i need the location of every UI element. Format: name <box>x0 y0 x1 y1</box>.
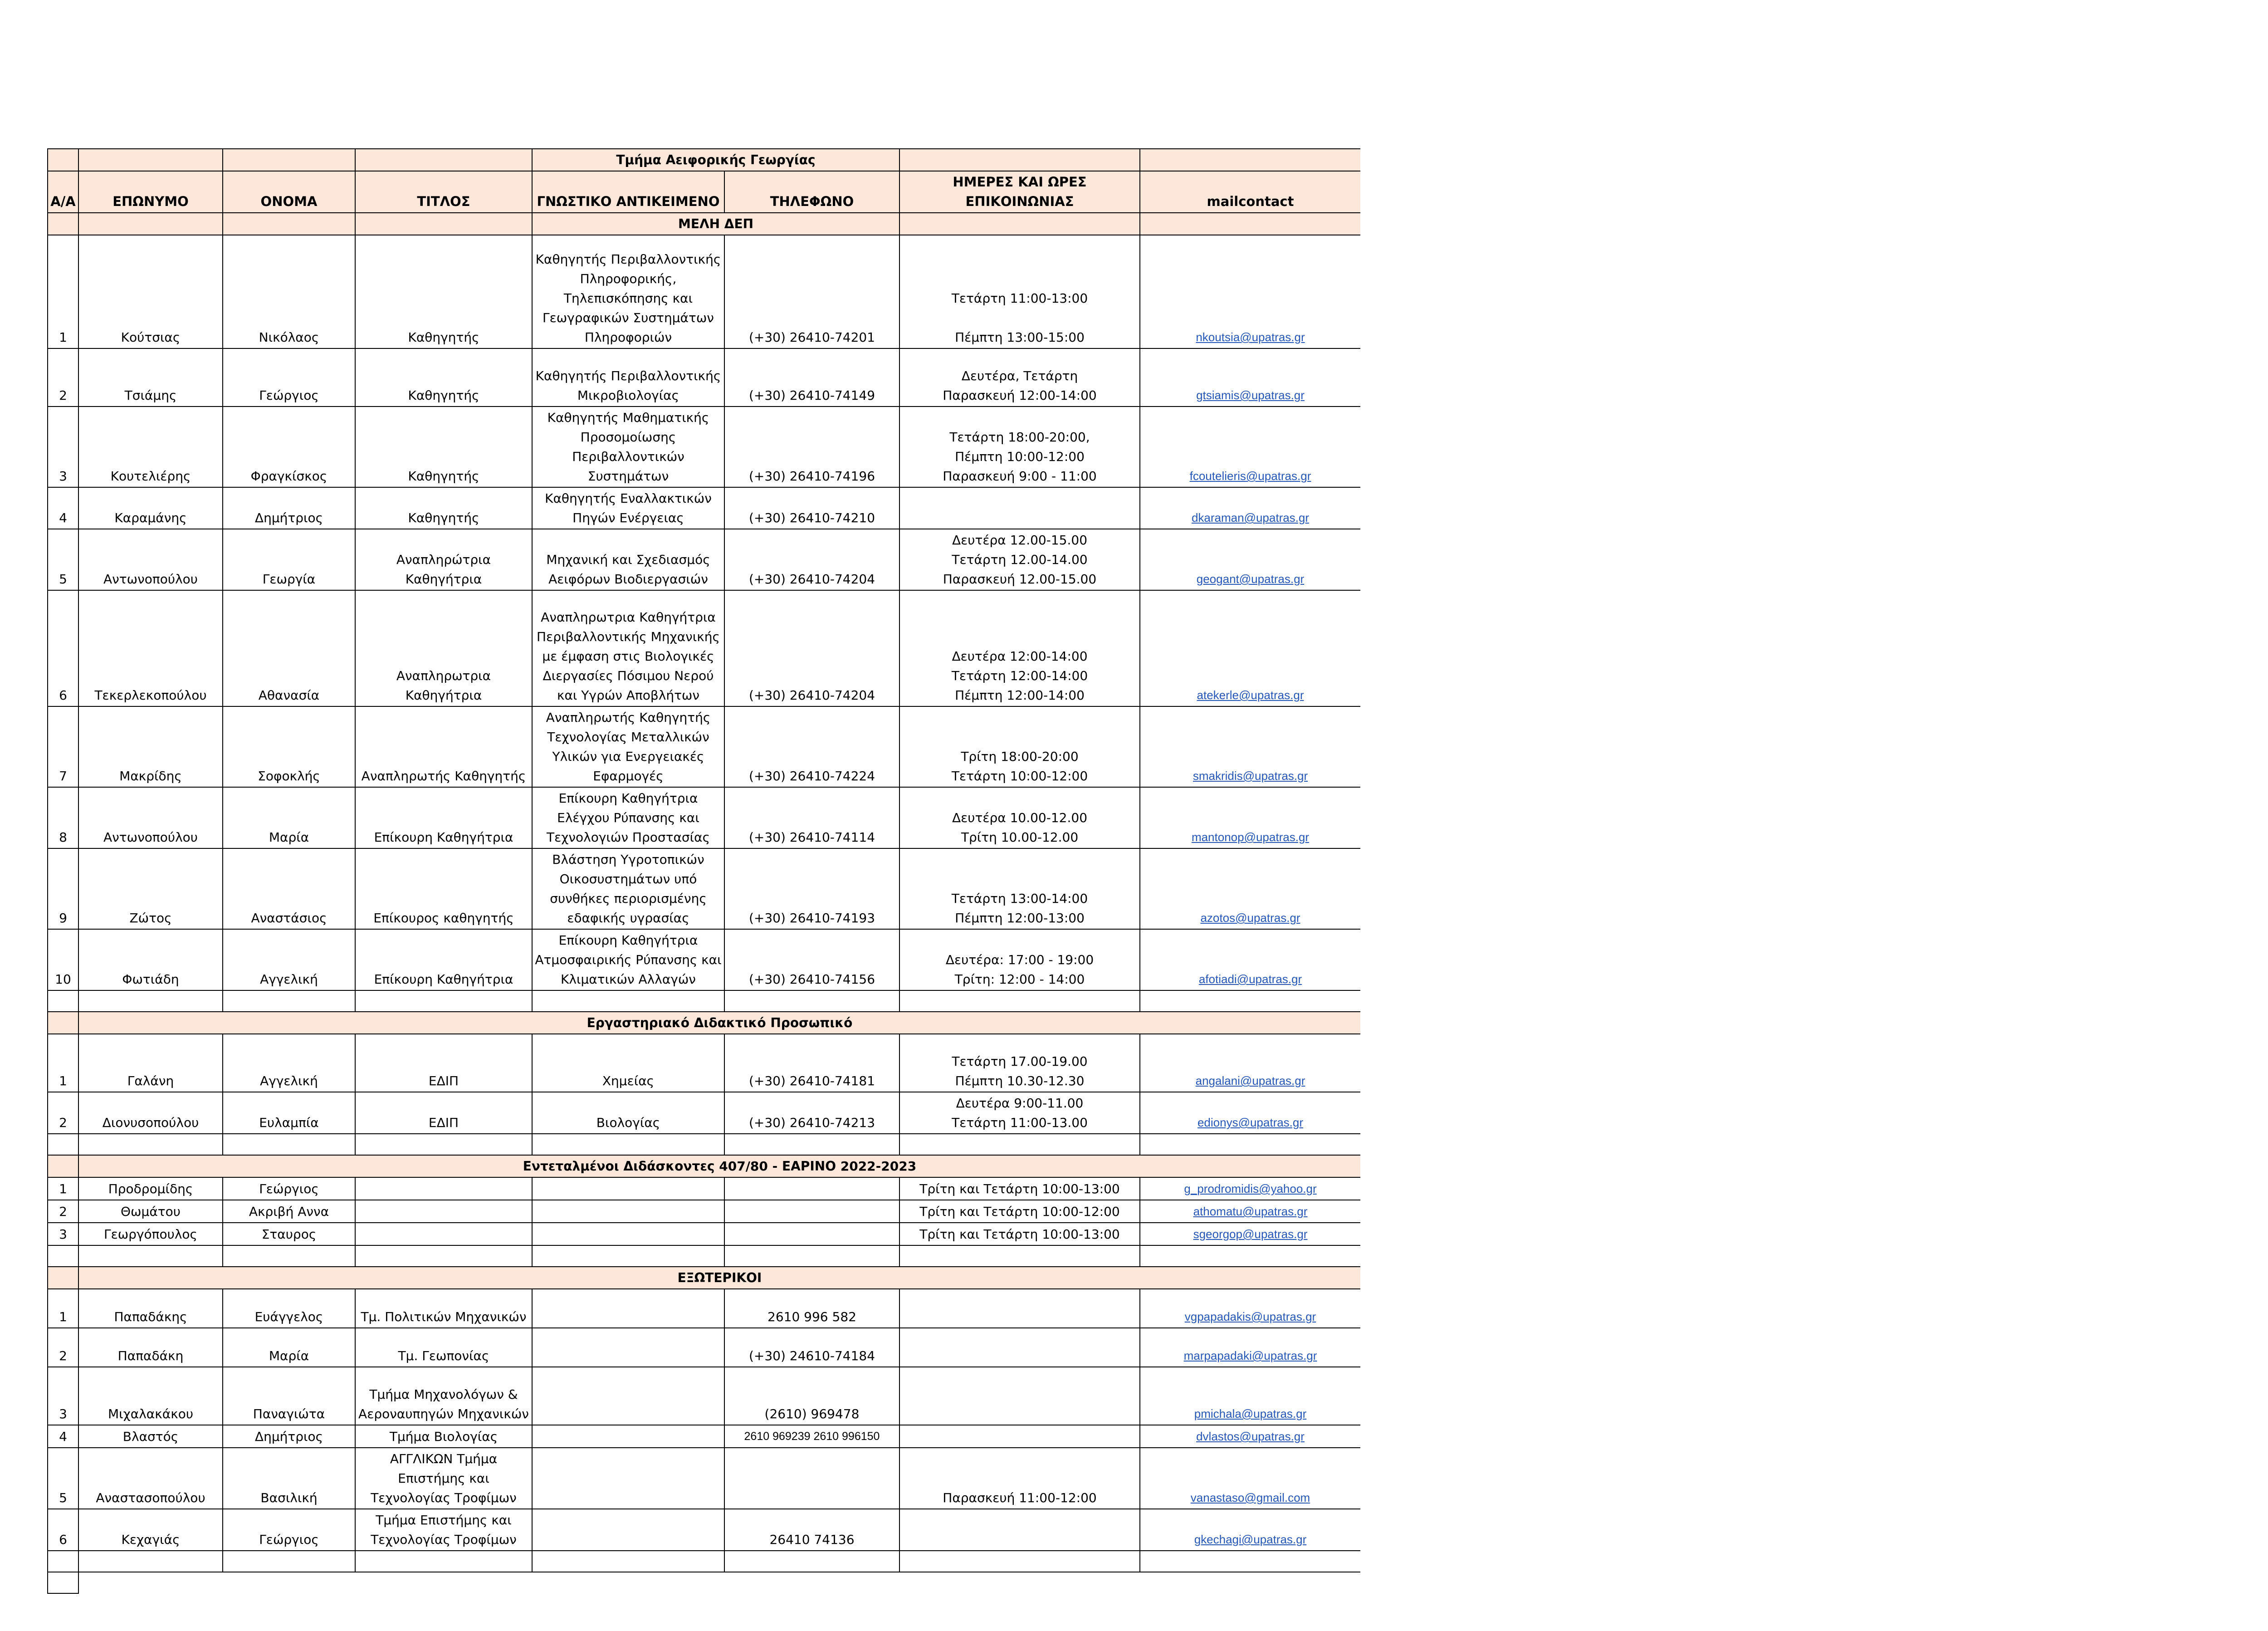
blank-cell <box>48 990 78 1012</box>
table-row <box>48 235 1360 348</box>
table-row <box>48 1289 1360 1328</box>
phone-cell: (+30) 26410-74181 <box>724 1034 899 1092</box>
section-title: ΕΞΩΤΕΡΙΚΟΙ <box>78 1267 1360 1289</box>
phone-cell: (+30) 26410-74201 <box>724 235 899 348</box>
phone-cell: 2610 996 582 <box>724 1289 899 1328</box>
title-cell: Καθηγητής <box>355 407 532 487</box>
department-row <box>48 149 1360 171</box>
blank-cell <box>899 1245 1140 1267</box>
name-cell: Ευάγγελος <box>223 1289 355 1328</box>
hours-cell <box>899 1425 1140 1448</box>
blank-cell <box>1140 1134 1360 1155</box>
blank-cell <box>355 1245 532 1267</box>
table-row <box>48 487 1360 529</box>
phone-cell <box>724 1177 899 1200</box>
blank-cell <box>223 1551 355 1572</box>
section-header-assigned <box>48 1155 1360 1177</box>
surname-cell: Αναστασοπούλου <box>78 1448 223 1509</box>
email-cell <box>1140 929 1360 990</box>
blank-cell <box>532 990 724 1012</box>
subject-cell: Χημείας <box>532 1034 724 1092</box>
blank-cell <box>899 990 1140 1012</box>
subject-cell: Επίκουρη Καθηγήτρια Ελέγχου Ρύπανσης και Τεχνολογιών Προστασίας <box>532 787 724 848</box>
name-cell: Αγγελική <box>223 1034 355 1092</box>
row-number: 3 <box>48 407 78 487</box>
row-number: 2 <box>48 1328 78 1367</box>
table-row <box>48 929 1360 990</box>
phone-cell <box>724 1448 899 1509</box>
row-number: 9 <box>48 848 78 929</box>
blank-cell <box>48 1245 78 1267</box>
blank-cell <box>223 990 355 1012</box>
email-cell <box>1140 1448 1360 1509</box>
hours-cell <box>899 487 1140 529</box>
table-row <box>48 706 1360 787</box>
subject-cell <box>532 1367 724 1425</box>
header-name: ΟΝΟΜΑ <box>223 171 355 213</box>
table-row <box>48 1425 1360 1448</box>
phone-cell: (+30) 26410-74204 <box>724 529 899 590</box>
email-cell <box>1140 407 1360 487</box>
hours-cell: Τετάρτη 13:00-14:00 Πέμπτη 12:00-13:00 <box>899 848 1140 929</box>
title-cell: Τμ. Γεωπονίας <box>355 1328 532 1367</box>
blank-row <box>48 1134 1360 1155</box>
surname-cell: Παπαδάκης <box>78 1289 223 1328</box>
name-cell: Σοφοκλής <box>223 706 355 787</box>
blank-row <box>48 1572 1360 1593</box>
row-number: 1 <box>48 235 78 348</box>
title-cell <box>355 1177 532 1200</box>
email-cell <box>1140 848 1360 929</box>
blank-cell <box>48 213 78 235</box>
hours-cell <box>899 1367 1140 1425</box>
blank-cell <box>355 213 532 235</box>
surname-cell: Μιχαλακάκου <box>78 1367 223 1425</box>
hours-cell: Δευτέρα 12.00-15.00 Τετάρτη 12.00-14.00 Παρασκευή 12.00-15.00 <box>899 529 1140 590</box>
email-cell <box>1140 1367 1360 1425</box>
name-cell: Νικόλαος <box>223 235 355 348</box>
blank-cell <box>48 1134 78 1155</box>
email-cell <box>1140 529 1360 590</box>
table-row <box>48 407 1360 487</box>
section-header-edip <box>48 1012 1360 1034</box>
title-cell: Αναπληρωτής Καθηγητής <box>355 706 532 787</box>
surname-cell: Μακρίδης <box>78 706 223 787</box>
row-number: 3 <box>48 1223 78 1245</box>
phone-cell: (+30) 26410-74213 <box>724 1092 899 1134</box>
header-hours: ΗΜΕΡΕΣ ΚΑΙ ΩΡΕΣ ΕΠΙΚΟΙΝΩΝΙΑΣ <box>899 171 1140 213</box>
hours-cell: Τετάρτη 17.00-19.00 Πέμπτη 10.30-12.30 <box>899 1034 1140 1092</box>
phone-cell: (+30) 26410-74204 <box>724 590 899 706</box>
hours-cell: Τρίτη και Τετάρτη 10:00-12:00 <box>899 1200 1140 1223</box>
surname-cell: Προδρομίδης <box>78 1177 223 1200</box>
subject-cell: Καθηγητής Μαθηματικής Προσομοίωσης Περιβαλλοντικών Συστημάτων <box>532 407 724 487</box>
row-number: 8 <box>48 787 78 848</box>
row-number: 1 <box>48 1034 78 1092</box>
hours-cell: Δευτέρα 10.00-12.00 Τρίτη 10.00-12.00 <box>899 787 1140 848</box>
blank-cell <box>724 1134 899 1155</box>
table-row <box>48 1448 1360 1509</box>
blank-cell <box>78 1551 223 1572</box>
email-cell <box>1140 1509 1360 1551</box>
phone-cell: 2610 969239 2610 996150 <box>724 1425 899 1448</box>
email-cell <box>1140 1034 1360 1092</box>
title-cell <box>355 1200 532 1223</box>
blank-cell <box>899 1551 1140 1572</box>
subject-cell: Μηχανική και Σχεδιασμός Αειφόρων Βιοδιεργασιών <box>532 529 724 590</box>
section-title: Εντεταλμένοι Διδάσκοντες 407/80 - ΕΑΡΙΝΟ 2022-2023 <box>78 1155 1360 1177</box>
blank-cell <box>78 1134 223 1155</box>
subject-cell <box>532 1223 724 1245</box>
blank-cell <box>48 1267 78 1289</box>
email-link[interactable]: gkechagi@upatras.gr <box>1194 1533 1307 1546</box>
subject-cell <box>532 1425 724 1448</box>
blank-cell <box>532 1245 724 1267</box>
email-cell <box>1140 1289 1360 1328</box>
blank-cell <box>1140 1551 1360 1572</box>
email-cell <box>1140 706 1360 787</box>
name-cell: Φραγκίσκος <box>223 407 355 487</box>
hours-cell: Δευτέρα 12:00-14:00 Τετάρτη 12:00-14:00 Πέμπτη 12:00-14:00 <box>899 590 1140 706</box>
table-row <box>48 1367 1360 1425</box>
email-link[interactable]: marpapadaki@upatras.gr <box>1183 1349 1317 1362</box>
header-row <box>48 171 1360 213</box>
subject-cell: Βλάστηση Υγροτοπικών Οικοσυστημάτων υπό συνθήκες περιορισμένης εδαφικής υγρασίας <box>532 848 724 929</box>
subject-cell: Επίκουρη Καθηγήτρια Ατμοσφαιρικής Ρύπανσης και Κλιματικών Αλλαγών <box>532 929 724 990</box>
header-title: ΤΙΤΛΟΣ <box>355 171 532 213</box>
table-row <box>48 1223 1360 1245</box>
staff-table <box>47 148 1360 1594</box>
name-cell: Μαρία <box>223 1328 355 1367</box>
title-cell: Αναπληρωτρια Καθηγήτρια <box>355 590 532 706</box>
name-cell: Σταυρος <box>223 1223 355 1245</box>
title-cell: Τμήμα Μηχανολόγων & Αεροναυπηγών Μηχανικών <box>355 1367 532 1425</box>
hours-cell: Δευτέρα, Τετάρτη Παρασκευή 12:00-14:00 <box>899 348 1140 407</box>
blank-cell <box>724 1245 899 1267</box>
email-cell <box>1140 1092 1360 1134</box>
hours-cell: Παρασκευή 11:00-12:00 <box>899 1448 1140 1509</box>
row-number: 10 <box>48 929 78 990</box>
blank-cell <box>1140 213 1360 235</box>
hours-cell: Δευτέρα 9:00-11.00 Τετάρτη 11:00-13.00 <box>899 1092 1140 1134</box>
row-number: 2 <box>48 348 78 407</box>
phone-cell: (+30) 26410-74224 <box>724 706 899 787</box>
blank-cell <box>899 213 1140 235</box>
email-link[interactable]: dkaraman@upatras.gr <box>1191 511 1310 524</box>
table-row <box>48 529 1360 590</box>
phone-cell: (+30) 26410-74193 <box>724 848 899 929</box>
email-link[interactable]: smakridis@upatras.gr <box>1193 769 1308 783</box>
surname-cell: Φωτιάδη <box>78 929 223 990</box>
email-cell <box>1140 1328 1360 1367</box>
table-row <box>48 1092 1360 1134</box>
table-row <box>48 590 1360 706</box>
section-header-external <box>48 1267 1360 1289</box>
surname-cell: Κούτσιας <box>78 235 223 348</box>
row-number: 1 <box>48 1289 78 1328</box>
name-cell: Γεώργιος <box>223 348 355 407</box>
email-link[interactable]: nkoutsia@upatras.gr <box>1196 330 1305 344</box>
email-cell <box>1140 235 1360 348</box>
email-cell <box>1140 348 1360 407</box>
title-cell: Επίκουρος καθηγητής <box>355 848 532 929</box>
email-link[interactable]: azotos@upatras.gr <box>1200 911 1300 925</box>
surname-cell: Διονυσοπούλου <box>78 1092 223 1134</box>
phone-cell: (+30) 26410-74156 <box>724 929 899 990</box>
subject-cell <box>532 1509 724 1551</box>
email-link[interactable]: dvlastos@upatras.gr <box>1196 1430 1305 1443</box>
email-link[interactable]: fcoutelieris@upatras.gr <box>1189 469 1311 483</box>
subject-cell: Βιολογίας <box>532 1092 724 1134</box>
name-cell: Δημήτριος <box>223 487 355 529</box>
title-cell <box>355 1223 532 1245</box>
phone-cell: (+30) 26410-74210 <box>724 487 899 529</box>
email-cell <box>1140 487 1360 529</box>
blank-cell <box>78 1245 223 1267</box>
email-cell <box>1140 1425 1360 1448</box>
staff-table-body <box>48 149 1360 1593</box>
section-title: Εργαστηριακό Διδακτικό Προσωπικό <box>78 1012 1360 1034</box>
department-title: Τμήμα Αειφορικής Γεωργίας <box>532 149 899 171</box>
hours-cell <box>899 1328 1140 1367</box>
subject-cell <box>532 1328 724 1367</box>
blank-cell <box>48 1155 78 1177</box>
surname-cell: Γαλάνη <box>78 1034 223 1092</box>
name-cell: Αγγελική <box>223 929 355 990</box>
blank-cell <box>223 213 355 235</box>
blank-cell <box>1140 1245 1360 1267</box>
header-subject: ΓΝΩΣΤΙΚΟ ΑΝΤΙΚΕΙΜΕΝΟ <box>532 171 724 213</box>
row-number: 5 <box>48 1448 78 1509</box>
name-cell: Γεωργία <box>223 529 355 590</box>
surname-cell: Βλαστός <box>78 1425 223 1448</box>
email-cell <box>1140 590 1360 706</box>
header-phone: ΤΗΛΕΦΩΝΟ <box>724 171 899 213</box>
email-cell <box>1140 787 1360 848</box>
table-row <box>48 848 1360 929</box>
title-cell: Καθηγητής <box>355 348 532 407</box>
name-cell: Βασιλική <box>223 1448 355 1509</box>
subject-cell <box>532 1448 724 1509</box>
blank-cell <box>724 1551 899 1572</box>
blank-cell <box>78 213 223 235</box>
name-cell: Ευλαμπία <box>223 1092 355 1134</box>
email-link[interactable]: pmichala@upatras.gr <box>1194 1407 1307 1420</box>
surname-cell: Αντωνοπούλου <box>78 529 223 590</box>
table-row <box>48 787 1360 848</box>
name-cell: Γεώργιος <box>223 1177 355 1200</box>
blank-cell <box>724 990 899 1012</box>
phone-cell: (+30) 26410-74114 <box>724 787 899 848</box>
blank-cell <box>532 1134 724 1155</box>
phone-cell: (+30) 26410-74149 <box>724 348 899 407</box>
hours-cell: Τρίτη και Τετάρτη 10:00-13:00 <box>899 1177 1140 1200</box>
blank-cell <box>899 1134 1140 1155</box>
email-cell <box>1140 1200 1360 1223</box>
header-surname: ΕΠΩΝΥΜΟ <box>78 171 223 213</box>
blank-cell <box>355 990 532 1012</box>
blank-cell <box>1140 990 1360 1012</box>
surname-cell: Κεχαγιάς <box>78 1509 223 1551</box>
email-cell <box>1140 1223 1360 1245</box>
name-cell: Αθανασία <box>223 590 355 706</box>
surname-cell: Θωμάτου <box>78 1200 223 1223</box>
email-link[interactable]: gtsiamis@upatras.gr <box>1196 388 1305 402</box>
title-cell: Τμήμα Επιστήμης και Τεχνολογίας Τροφίμων <box>355 1509 532 1551</box>
hours-cell <box>899 1509 1140 1551</box>
email-link[interactable]: athomatu@upatras.gr <box>1193 1205 1308 1218</box>
subject-cell: Αναπληρωτής Καθηγητής Τεχνολογίας Μεταλλικών Υλικών για Ενεργειακές Εφαρμογές <box>532 706 724 787</box>
email-link[interactable]: vgpapadakis@upatras.gr <box>1184 1310 1316 1323</box>
title-cell: ΕΔΙΠ <box>355 1092 532 1134</box>
email-link[interactable]: vanastaso@gmail.com <box>1190 1491 1310 1504</box>
row-number: 2 <box>48 1200 78 1223</box>
blank-cell <box>355 1551 532 1572</box>
row-number: 3 <box>48 1367 78 1425</box>
hours-cell: Τρίτη 18:00-20:00 Τετάρτη 10:00-12:00 <box>899 706 1140 787</box>
hours-cell: Τρίτη και Τετάρτη 10:00-13:00 <box>899 1223 1140 1245</box>
title-cell: Τμ. Πολιτικών Μηχανικών <box>355 1289 532 1328</box>
title-cell: Τμήμα Βιολογίας <box>355 1425 532 1448</box>
row-number: 2 <box>48 1092 78 1134</box>
row-number: 7 <box>48 706 78 787</box>
title-cell: Επίκουρη Καθηγήτρια <box>355 929 532 990</box>
blank-cell <box>355 1134 532 1155</box>
surname-cell: Κουτελιέρης <box>78 407 223 487</box>
blank-cell <box>48 1012 78 1034</box>
section-title: ΜΕΛΗ ΔΕΠ <box>532 213 899 235</box>
surname-cell: Γεωργόπουλος <box>78 1223 223 1245</box>
row-number: 6 <box>48 590 78 706</box>
row-number: 6 <box>48 1509 78 1551</box>
email-cell <box>1140 1177 1360 1200</box>
title-cell: Επίκουρη Καθηγήτρια <box>355 787 532 848</box>
table-row <box>48 1328 1360 1367</box>
blank-row <box>48 1245 1360 1267</box>
blank-row <box>48 990 1360 1012</box>
header-aa: Α/Α <box>48 171 78 213</box>
name-cell: Μαρία <box>223 787 355 848</box>
email-link[interactable]: g_prodromidis@yahoo.gr <box>1184 1182 1317 1195</box>
name-cell: Ακριβή Αννα <box>223 1200 355 1223</box>
table-row <box>48 348 1360 407</box>
section-header-dep <box>48 213 1360 235</box>
phone-cell: (+30) 26410-74196 <box>724 407 899 487</box>
surname-cell: Τσιάμης <box>78 348 223 407</box>
phone-cell: (+30) 24610-74184 <box>724 1328 899 1367</box>
blank-cell <box>78 990 223 1012</box>
phone-cell: 26410 74136 <box>724 1509 899 1551</box>
blank-row <box>48 1551 1360 1572</box>
email-link[interactable]: sgeorgop@upatras.gr <box>1193 1227 1308 1241</box>
name-cell: Δημήτριος <box>223 1425 355 1448</box>
surname-cell: Καραμάνης <box>78 487 223 529</box>
email-link[interactable]: mantonop@upatras.gr <box>1191 830 1310 844</box>
surname-cell: Ζώτος <box>78 848 223 929</box>
hours-cell: Τετάρτη 11:00-13:00 Πέμπτη 13:00-15:00 <box>899 235 1140 348</box>
hours-cell: Δευτέρα: 17:00 - 19:00 Τρίτη: 12:00 - 14:00 <box>899 929 1140 990</box>
phone-cell <box>724 1200 899 1223</box>
title-cell: Αναπληρώτρια Καθηγήτρια <box>355 529 532 590</box>
table-row <box>48 1177 1360 1200</box>
subject-cell: Αναπληρωτρια Καθηγήτρια Περιβαλλοντικής Μηχανικής με έμφαση στις Βιολογικές Διεργασίες Πόσιμου Νερού και Υγρών Αποβλήτων <box>532 590 724 706</box>
hours-cell: Τετάρτη 18:00-20:00, Πέμπτη 10:00-12:00 Παρασκευή 9:00 - 11:00 <box>899 407 1140 487</box>
email-link[interactable]: geogant@upatras.gr <box>1196 572 1305 586</box>
email-link[interactable]: atekerle@upatras.gr <box>1197 688 1304 702</box>
row-number: 4 <box>48 487 78 529</box>
table-row <box>48 1034 1360 1092</box>
blank-cell <box>48 1572 78 1593</box>
email-link[interactable]: angalani@upatras.gr <box>1195 1074 1305 1087</box>
email-link[interactable]: edionys@upatras.gr <box>1197 1116 1304 1129</box>
email-link[interactable]: afotiadi@upatras.gr <box>1198 972 1302 986</box>
name-cell: Αναστάσιος <box>223 848 355 929</box>
blank-cell <box>223 1134 355 1155</box>
subject-cell: Καθηγητής Εναλλακτικών Πηγών Ενέργειας <box>532 487 724 529</box>
title-cell: Καθηγητής <box>355 235 532 348</box>
title-cell: ΑΓΓΛΙΚΩΝ Τμήμα Επιστήμης και Τεχνολογίας Τροφίμων <box>355 1448 532 1509</box>
blank-cell <box>48 1551 78 1572</box>
title-cell: Καθηγητής <box>355 487 532 529</box>
name-cell: Γεώργιος <box>223 1509 355 1551</box>
subject-cell: Καθηγητής Περιβαλλοντικής Μικροβιολογίας <box>532 348 724 407</box>
table-row <box>48 1509 1360 1551</box>
surname-cell: Τεκερλεκοπούλου <box>78 590 223 706</box>
blank-cell <box>532 1551 724 1572</box>
table-row <box>48 1200 1360 1223</box>
phone-cell <box>724 1223 899 1245</box>
subject-cell <box>532 1200 724 1223</box>
phone-cell: (2610) 969478 <box>724 1367 899 1425</box>
blank-cell <box>223 1245 355 1267</box>
surname-cell: Παπαδάκη <box>78 1328 223 1367</box>
hours-cell <box>899 1289 1140 1328</box>
surname-cell: Αντωνοπούλου <box>78 787 223 848</box>
name-cell: Παναγιώτα <box>223 1367 355 1425</box>
row-number: 1 <box>48 1177 78 1200</box>
row-number: 4 <box>48 1425 78 1448</box>
row-number: 5 <box>48 529 78 590</box>
subject-cell <box>532 1289 724 1328</box>
subject-cell: Καθηγητής Περιβαλλοντικής Πληροφορικής, Τηλεπισκόπησης και Γεωγραφικών Συστημάτων Πληροφοριών <box>532 235 724 348</box>
title-cell: ΕΔΙΠ <box>355 1034 532 1092</box>
subject-cell <box>532 1177 724 1200</box>
header-email: mailcontact <box>1140 171 1360 213</box>
